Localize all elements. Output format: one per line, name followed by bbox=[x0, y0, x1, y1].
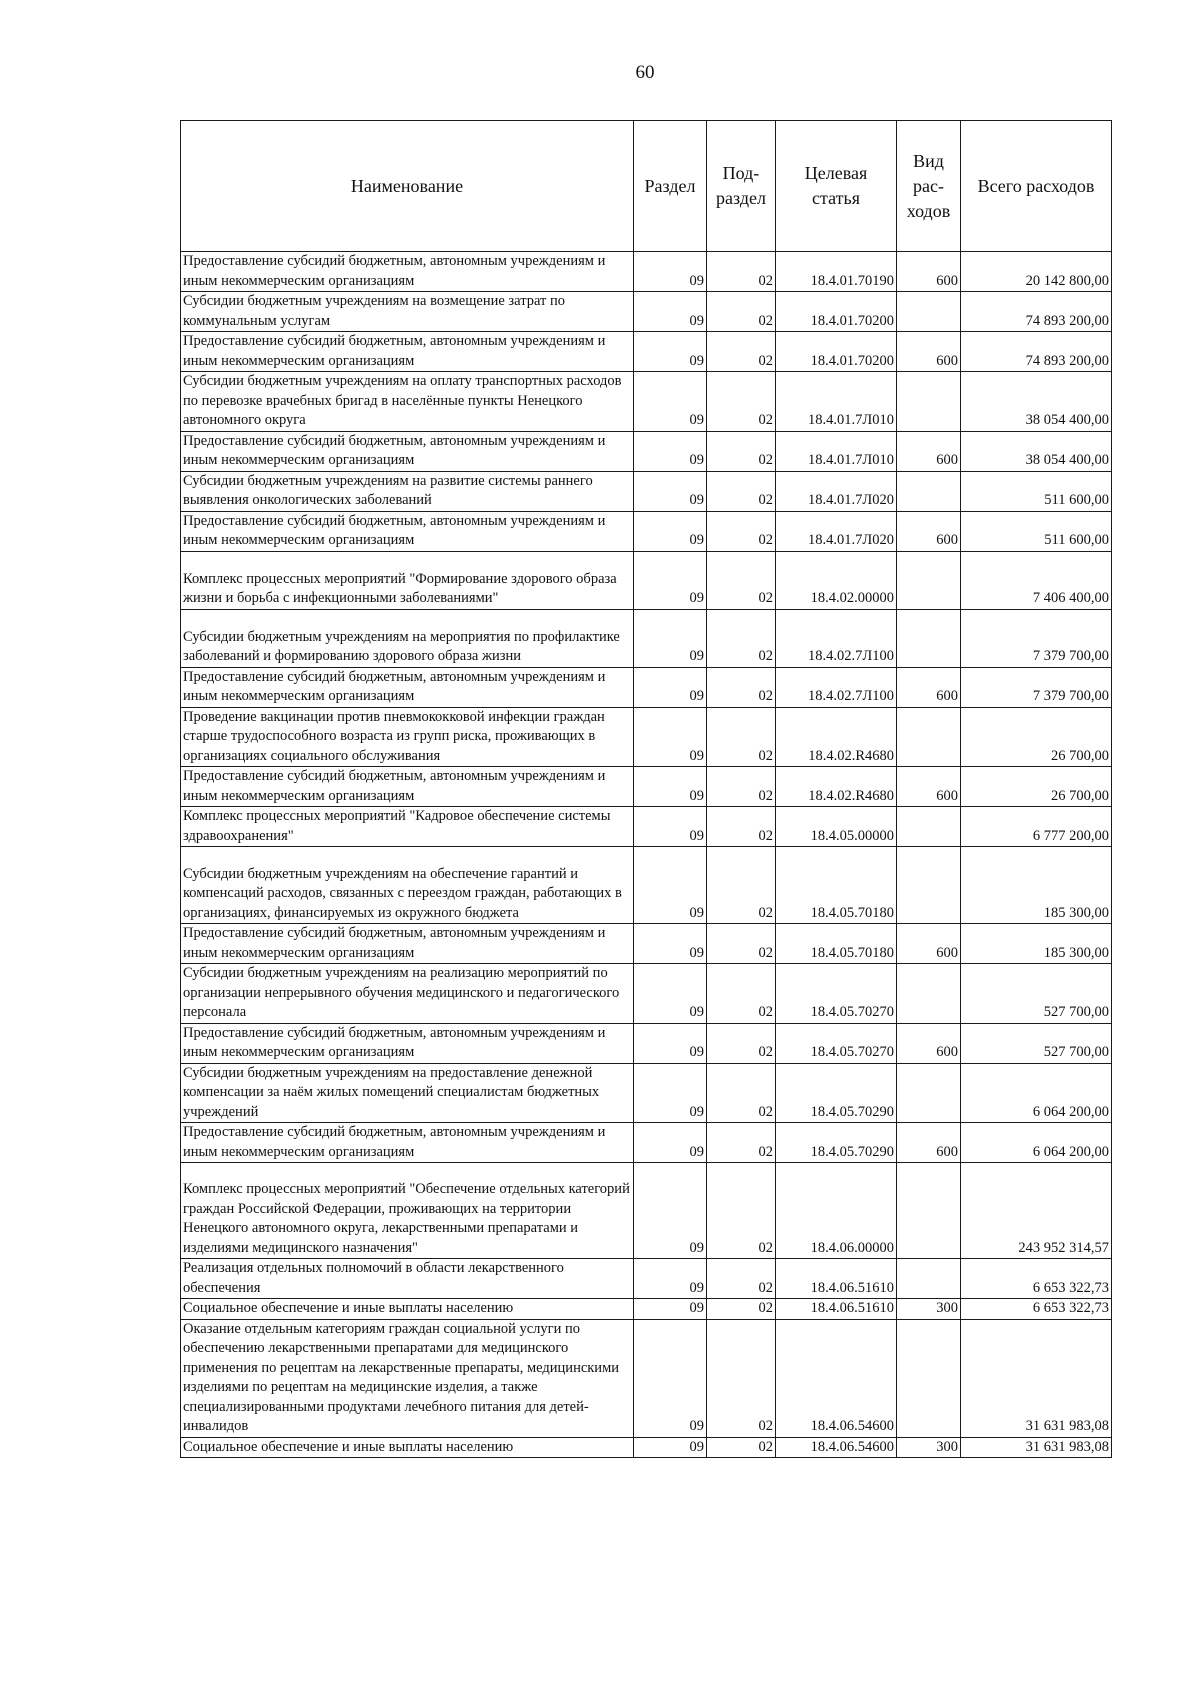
cell-expense-type: 600 bbox=[897, 1023, 961, 1063]
cell-subsection: 02 bbox=[707, 1023, 776, 1063]
cell-total: 38 054 400,00 bbox=[961, 431, 1112, 471]
cell-subsection: 02 bbox=[707, 292, 776, 332]
cell-name: Предоставление субсидий бюджетным, автономным учреждениям и иным некоммерческим организациям bbox=[181, 767, 634, 807]
cell-expense-type bbox=[897, 964, 961, 1024]
cell-article: 18.4.01.7Л020 bbox=[776, 471, 897, 511]
cell-name: Комплекс процессных мероприятий "Формирование здорового образа жизни и борьба с инфекционными заболеваниями" bbox=[181, 551, 634, 609]
cell-name: Предоставление субсидий бюджетным, автономным учреждениям и иным некоммерческим организациям bbox=[181, 252, 634, 292]
cell-name: Субсидии бюджетным учреждениям на оплату транспортных расходов по перевозке врачебных бригад в населённые пункты Ненецкого автономного округа bbox=[181, 372, 634, 432]
cell-expense-type: 600 bbox=[897, 431, 961, 471]
cell-section: 09 bbox=[634, 471, 707, 511]
cell-total: 185 300,00 bbox=[961, 924, 1112, 964]
cell-article: 18.4.02.7Л100 bbox=[776, 609, 897, 667]
cell-article: 18.4.05.70290 bbox=[776, 1123, 897, 1163]
cell-subsection: 02 bbox=[707, 511, 776, 551]
cell-name: Проведение вакцинации против пневмококковой инфекции граждан старше трудоспособного возраста из групп риска, проживающих в организациях социального обслуживания bbox=[181, 707, 634, 767]
table-row bbox=[181, 847, 1112, 924]
cell-article: 18.4.02.R4680 bbox=[776, 767, 897, 807]
cell-subsection: 02 bbox=[707, 372, 776, 432]
cell-article: 18.4.01.7Л010 bbox=[776, 372, 897, 432]
cell-total: 527 700,00 bbox=[961, 1023, 1112, 1063]
cell-name: Предоставление субсидий бюджетным, автономным учреждениям и иным некоммерческим организациям bbox=[181, 924, 634, 964]
cell-section: 09 bbox=[634, 807, 707, 847]
table-row bbox=[181, 252, 1112, 292]
cell-article: 18.4.05.70180 bbox=[776, 924, 897, 964]
table-row bbox=[181, 667, 1112, 707]
cell-total: 6 777 200,00 bbox=[961, 807, 1112, 847]
cell-name: Социальное обеспечение и иные выплаты населению bbox=[181, 1299, 634, 1320]
page-number: 60 bbox=[635, 62, 655, 83]
cell-article: 18.4.01.70200 bbox=[776, 332, 897, 372]
table-row bbox=[181, 1123, 1112, 1163]
cell-total: 6 653 322,73 bbox=[961, 1299, 1112, 1320]
table-row bbox=[181, 707, 1112, 767]
table-row bbox=[181, 1437, 1112, 1458]
cell-subsection: 02 bbox=[707, 667, 776, 707]
cell-total: 6 064 200,00 bbox=[961, 1123, 1112, 1163]
cell-subsection: 02 bbox=[707, 1063, 776, 1123]
cell-section: 09 bbox=[634, 1437, 707, 1458]
cell-article: 18.4.06.51610 bbox=[776, 1299, 897, 1320]
table-header-row bbox=[181, 121, 1112, 252]
table-row bbox=[181, 807, 1112, 847]
cell-section: 09 bbox=[634, 964, 707, 1024]
table-row bbox=[181, 767, 1112, 807]
cell-name: Предоставление субсидий бюджетным, автономным учреждениям и иным некоммерческим организациям bbox=[181, 1023, 634, 1063]
cell-subsection: 02 bbox=[707, 707, 776, 767]
cell-total: 7 406 400,00 bbox=[961, 551, 1112, 609]
cell-total: 74 893 200,00 bbox=[961, 292, 1112, 332]
cell-name: Социальное обеспечение и иные выплаты населению bbox=[181, 1437, 634, 1458]
table-row bbox=[181, 1023, 1112, 1063]
budget-table bbox=[180, 120, 1112, 1458]
table-row bbox=[181, 1299, 1112, 1320]
cell-subsection: 02 bbox=[707, 332, 776, 372]
header-total: Всего расходов bbox=[961, 121, 1112, 252]
table-row bbox=[181, 1259, 1112, 1299]
cell-section: 09 bbox=[634, 1063, 707, 1123]
cell-total: 511 600,00 bbox=[961, 471, 1112, 511]
cell-section: 09 bbox=[634, 252, 707, 292]
cell-total: 74 893 200,00 bbox=[961, 332, 1112, 372]
cell-subsection: 02 bbox=[707, 609, 776, 667]
cell-name: Реализация отдельных полномочий в области лекарственного обеспечения bbox=[181, 1259, 634, 1299]
cell-section: 09 bbox=[634, 1163, 707, 1259]
cell-name: Субсидии бюджетным учреждениям на обеспечение гарантий и компенсаций расходов, связанных с переездом граждан, работающих в организациях, финансируемых из окружного бюджета bbox=[181, 847, 634, 924]
table-row bbox=[181, 431, 1112, 471]
cell-subsection: 02 bbox=[707, 1259, 776, 1299]
cell-article: 18.4.02.7Л100 bbox=[776, 667, 897, 707]
cell-expense-type bbox=[897, 471, 961, 511]
cell-section: 09 bbox=[634, 1319, 707, 1437]
cell-total: 511 600,00 bbox=[961, 511, 1112, 551]
cell-article: 18.4.05.70270 bbox=[776, 964, 897, 1024]
table-row bbox=[181, 372, 1112, 432]
cell-section: 09 bbox=[634, 551, 707, 609]
cell-expense-type bbox=[897, 292, 961, 332]
cell-section: 09 bbox=[634, 924, 707, 964]
cell-expense-type: 600 bbox=[897, 767, 961, 807]
cell-expense-type: 600 bbox=[897, 1123, 961, 1163]
cell-section: 09 bbox=[634, 707, 707, 767]
cell-section: 09 bbox=[634, 1023, 707, 1063]
cell-article: 18.4.06.51610 bbox=[776, 1259, 897, 1299]
table-row bbox=[181, 1163, 1112, 1259]
cell-expense-type bbox=[897, 551, 961, 609]
cell-article: 18.4.02.00000 bbox=[776, 551, 897, 609]
cell-article: 18.4.01.7Л020 bbox=[776, 511, 897, 551]
header-expense-type: Вид рас- ходов bbox=[897, 121, 961, 252]
cell-name: Комплекс процессных мероприятий "Обеспечение отдельных категорий граждан Российской Федерации, проживающих на территории Ненецкого автономного округа, лекарственными препаратами и изделиями медицинского назначения" bbox=[181, 1163, 634, 1259]
cell-article: 18.4.01.70200 bbox=[776, 292, 897, 332]
table-row bbox=[181, 1063, 1112, 1123]
cell-subsection: 02 bbox=[707, 252, 776, 292]
cell-expense-type: 600 bbox=[897, 332, 961, 372]
cell-section: 09 bbox=[634, 609, 707, 667]
cell-expense-type bbox=[897, 1319, 961, 1437]
cell-section: 09 bbox=[634, 667, 707, 707]
cell-total: 7 379 700,00 bbox=[961, 609, 1112, 667]
cell-subsection: 02 bbox=[707, 1123, 776, 1163]
cell-section: 09 bbox=[634, 332, 707, 372]
cell-subsection: 02 bbox=[707, 847, 776, 924]
cell-name: Оказание отдельным категориям граждан социальной услуги по обеспечению лекарственными препаратами для медицинского применения по рецептам на лекарственные препараты, медицинскими изделиями по рецептам на медицинские изделия, а также специализированными продуктами лечебного питания для детей-инвалидов bbox=[181, 1319, 634, 1437]
cell-name: Предоставление субсидий бюджетным, автономным учреждениям и иным некоммерческим организациям bbox=[181, 667, 634, 707]
header-target-article: Целевая статья bbox=[776, 121, 897, 252]
cell-total: 6 653 322,73 bbox=[961, 1259, 1112, 1299]
cell-name: Субсидии бюджетным учреждениям на реализацию мероприятий по организации непрерывного обучения медицинского и педагогического персонала bbox=[181, 964, 634, 1024]
cell-subsection: 02 bbox=[707, 1299, 776, 1320]
cell-subsection: 02 bbox=[707, 431, 776, 471]
cell-section: 09 bbox=[634, 1259, 707, 1299]
cell-name: Субсидии бюджетным учреждениям на возмещение затрат по коммунальным услугам bbox=[181, 292, 634, 332]
cell-total: 26 700,00 bbox=[961, 707, 1112, 767]
cell-subsection: 02 bbox=[707, 1163, 776, 1259]
header-section: Раздел bbox=[634, 121, 707, 252]
header-name: Наименование bbox=[181, 121, 634, 252]
cell-expense-type bbox=[897, 1259, 961, 1299]
table-row bbox=[181, 292, 1112, 332]
cell-article: 18.4.06.00000 bbox=[776, 1163, 897, 1259]
cell-total: 7 379 700,00 bbox=[961, 667, 1112, 707]
cell-expense-type bbox=[897, 1063, 961, 1123]
cell-name: Предоставление субсидий бюджетным, автономным учреждениям и иным некоммерческим организациям bbox=[181, 431, 634, 471]
cell-total: 38 054 400,00 bbox=[961, 372, 1112, 432]
cell-expense-type: 600 bbox=[897, 667, 961, 707]
cell-name: Предоставление субсидий бюджетным, автономным учреждениям и иным некоммерческим организациям bbox=[181, 332, 634, 372]
table-body bbox=[181, 252, 1112, 1458]
cell-expense-type bbox=[897, 807, 961, 847]
cell-subsection: 02 bbox=[707, 1437, 776, 1458]
cell-subsection: 02 bbox=[707, 807, 776, 847]
cell-article: 18.4.01.70190 bbox=[776, 252, 897, 292]
cell-section: 09 bbox=[634, 431, 707, 471]
cell-name: Субсидии бюджетным учреждениям на развитие системы раннего выявления онкологических заболеваний bbox=[181, 471, 634, 511]
cell-expense-type bbox=[897, 372, 961, 432]
cell-total: 26 700,00 bbox=[961, 767, 1112, 807]
cell-total: 243 952 314,57 bbox=[961, 1163, 1112, 1259]
cell-expense-type: 600 bbox=[897, 924, 961, 964]
cell-subsection: 02 bbox=[707, 551, 776, 609]
cell-name: Предоставление субсидий бюджетным, автономным учреждениям и иным некоммерческим организациям bbox=[181, 511, 634, 551]
cell-expense-type bbox=[897, 707, 961, 767]
cell-article: 18.4.06.54600 bbox=[776, 1437, 897, 1458]
table-row bbox=[181, 511, 1112, 551]
cell-name: Субсидии бюджетным учреждениям на мероприятия по профилактике заболеваний и формированию здорового образа жизни bbox=[181, 609, 634, 667]
cell-subsection: 02 bbox=[707, 1319, 776, 1437]
cell-article: 18.4.05.70290 bbox=[776, 1063, 897, 1123]
cell-article: 18.4.06.54600 bbox=[776, 1319, 897, 1437]
cell-section: 09 bbox=[634, 1299, 707, 1320]
cell-expense-type bbox=[897, 847, 961, 924]
table-row bbox=[181, 551, 1112, 609]
cell-total: 527 700,00 bbox=[961, 964, 1112, 1024]
cell-section: 09 bbox=[634, 372, 707, 432]
cell-expense-type bbox=[897, 609, 961, 667]
cell-total: 31 631 983,08 bbox=[961, 1319, 1112, 1437]
cell-subsection: 02 bbox=[707, 471, 776, 511]
cell-section: 09 bbox=[634, 511, 707, 551]
cell-expense-type: 300 bbox=[897, 1299, 961, 1320]
header-subsection: Под- раздел bbox=[707, 121, 776, 252]
cell-name: Предоставление субсидий бюджетным, автономным учреждениям и иным некоммерческим организациям bbox=[181, 1123, 634, 1163]
table-row bbox=[181, 924, 1112, 964]
table-row bbox=[181, 471, 1112, 511]
cell-article: 18.4.02.R4680 bbox=[776, 707, 897, 767]
cell-total: 185 300,00 bbox=[961, 847, 1112, 924]
cell-expense-type: 600 bbox=[897, 511, 961, 551]
cell-section: 09 bbox=[634, 292, 707, 332]
cell-article: 18.4.05.70180 bbox=[776, 847, 897, 924]
cell-section: 09 bbox=[634, 1123, 707, 1163]
table-row bbox=[181, 964, 1112, 1024]
cell-expense-type: 600 bbox=[897, 252, 961, 292]
cell-section: 09 bbox=[634, 847, 707, 924]
cell-expense-type: 300 bbox=[897, 1437, 961, 1458]
cell-subsection: 02 bbox=[707, 964, 776, 1024]
cell-name: Комплекс процессных мероприятий "Кадровое обеспечение системы здравоохранения" bbox=[181, 807, 634, 847]
cell-expense-type bbox=[897, 1163, 961, 1259]
cell-total: 31 631 983,08 bbox=[961, 1437, 1112, 1458]
cell-article: 18.4.05.00000 bbox=[776, 807, 897, 847]
table-row bbox=[181, 609, 1112, 667]
cell-article: 18.4.05.70270 bbox=[776, 1023, 897, 1063]
cell-subsection: 02 bbox=[707, 924, 776, 964]
cell-total: 6 064 200,00 bbox=[961, 1063, 1112, 1123]
cell-subsection: 02 bbox=[707, 767, 776, 807]
cell-article: 18.4.01.7Л010 bbox=[776, 431, 897, 471]
table-row bbox=[181, 332, 1112, 372]
cell-total: 20 142 800,00 bbox=[961, 252, 1112, 292]
cell-section: 09 bbox=[634, 767, 707, 807]
cell-name: Субсидии бюджетным учреждениям на предоставление денежной компенсации за наём жилых помещений специалистам бюджетных учреждений bbox=[181, 1063, 634, 1123]
table-row bbox=[181, 1319, 1112, 1437]
